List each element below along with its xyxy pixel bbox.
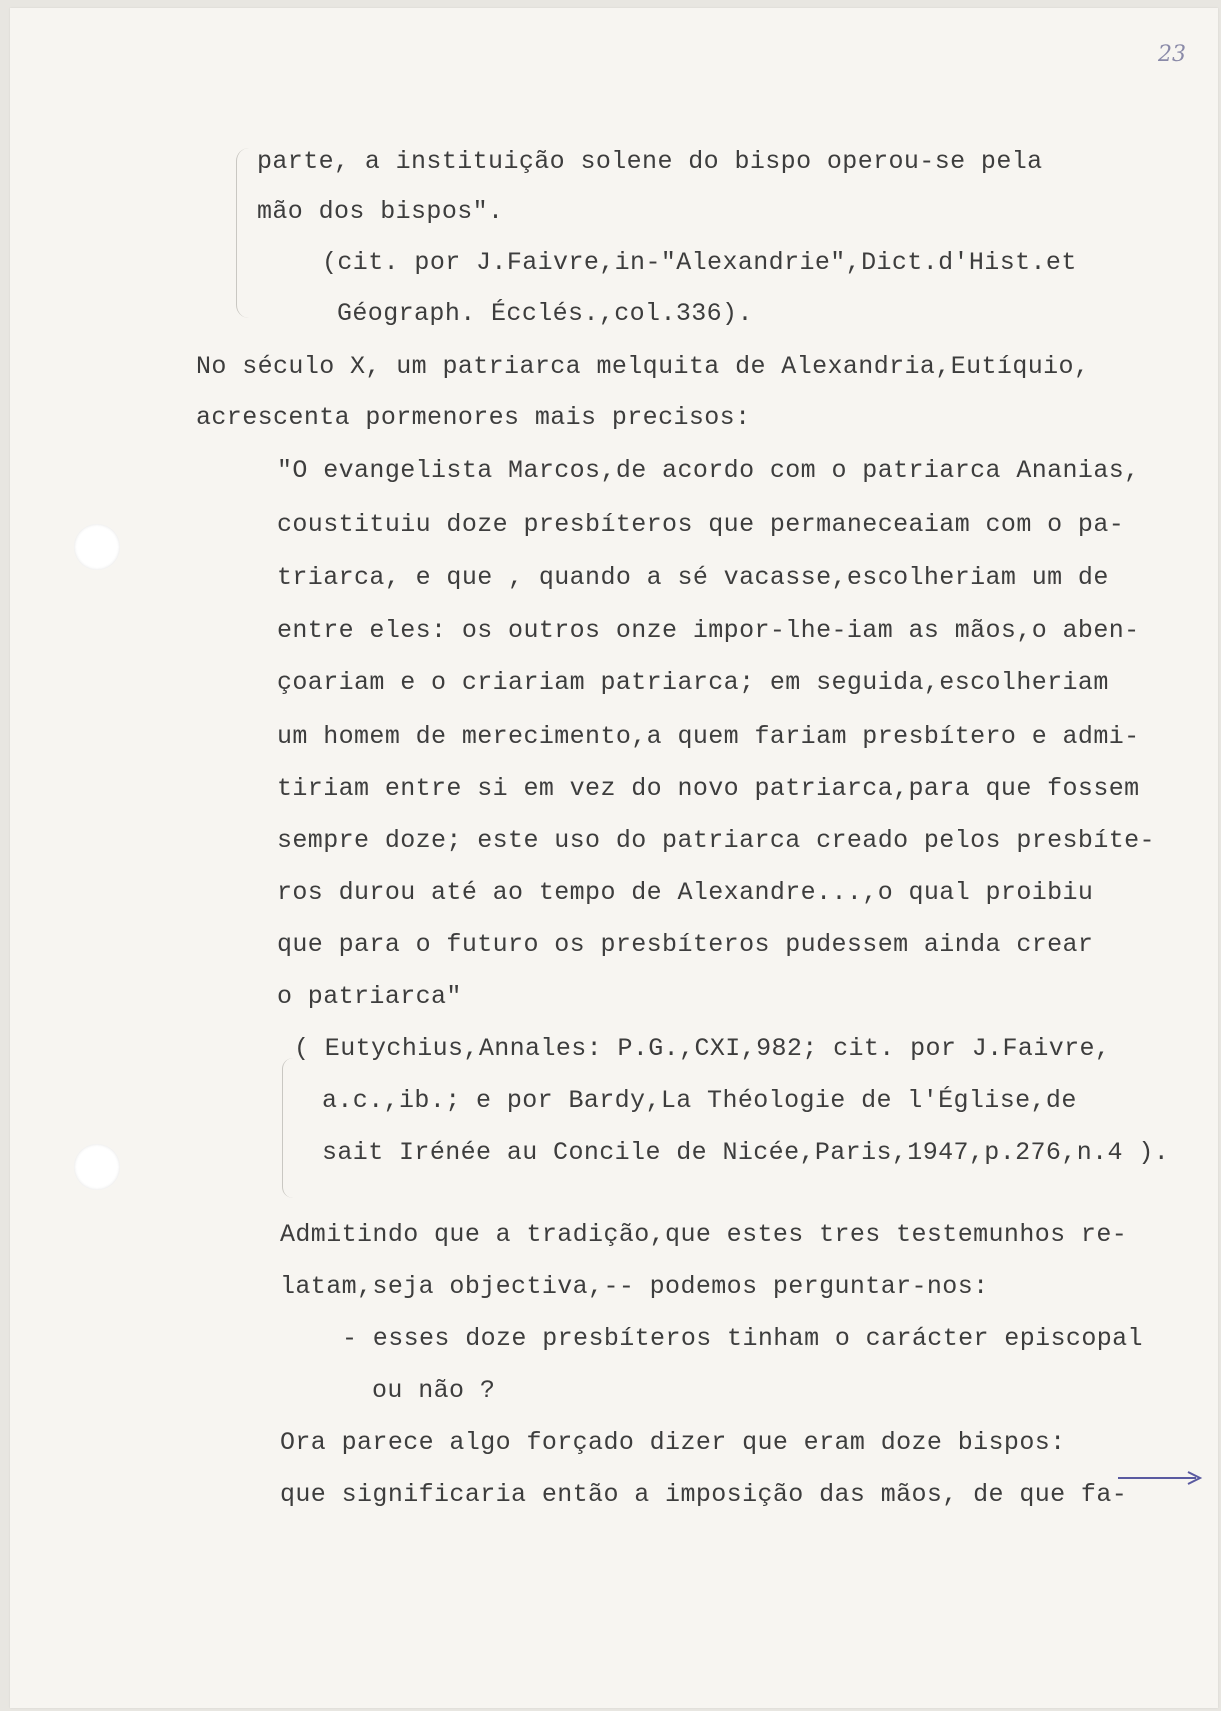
- quote-line: çoariam e o criariam patriarca; em seguida,escolheriam: [277, 668, 1109, 697]
- quote-line: o patriarca": [277, 982, 462, 1011]
- text-line: parte, a instituição solene do bispo operou-se pela: [257, 147, 1043, 176]
- citation-line: sait Irénée au Concile de Nicée,Paris,1947,p.276,n.4 ).: [322, 1138, 1170, 1167]
- quote-line: "O evangelista Marcos,de acordo com o patriarca Ananias,: [277, 456, 1140, 485]
- page-number: 23: [1158, 42, 1186, 67]
- citation-line: ( Eutychius,Annales: P.G.,CXI,982; cit. por J.Faivre,: [294, 1034, 1111, 1063]
- document-page: [10, 8, 1218, 1708]
- margin-bracket-mark: [282, 1058, 293, 1198]
- quote-line: que para o futuro os presbíteros pudessem ainda crear: [277, 930, 1094, 959]
- quote-line: tiriam entre si em vez do novo patriarca,para que fossem: [277, 774, 1140, 803]
- quote-line: triarca, e que , quando a sé vacasse,escolheriam um de: [277, 563, 1109, 592]
- quote-line: sempre doze; este uso do patriarca creado pelos presbíte-: [277, 826, 1155, 855]
- text-line: acrescenta pormenores mais precisos:: [196, 403, 751, 432]
- quote-line: um homem de merecimento,a quem fariam presbítero e admi-: [277, 722, 1140, 751]
- margin-bracket-mark: [236, 148, 249, 318]
- text-line: - esses doze presbíteros tinham o carácter episcopal: [342, 1324, 1143, 1353]
- citation-line: Géograph. Écclés.,col.336).: [337, 299, 753, 328]
- citation-line: (cit. por J.Faivre,in-"Alexandrie",Dict.d'Hist.et: [322, 248, 1077, 277]
- quote-line: coustituiu doze presbíteros que permaneceaiam com o pa-: [277, 510, 1125, 539]
- quote-line: ros durou até ao tempo de Alexandre...,o qual proibiu: [277, 878, 1094, 907]
- text-line: Admitindo que a tradição,que estes tres testemunhos re-: [280, 1220, 1128, 1249]
- text-line: ou não ?: [372, 1376, 496, 1405]
- punch-hole: [74, 1144, 120, 1190]
- text-line: latam,seja objectiva,-- podemos perguntar-nos:: [280, 1272, 989, 1301]
- margin-arrow-icon: [1116, 1468, 1206, 1488]
- text-line: Ora parece algo forçado dizer que eram doze bispos:: [280, 1428, 1066, 1457]
- citation-line: a.c.,ib.; e por Bardy,La Théologie de l'Église,de: [322, 1086, 1077, 1115]
- text-line: mão dos bispos".: [257, 197, 504, 226]
- text-line: No século X, um patriarca melquita de Alexandria,Eutíquio,: [196, 352, 1090, 381]
- quote-line: entre eles: os outros onze impor-lhe-iam as mãos,o aben-: [277, 616, 1140, 645]
- text-line: que significaria então a imposição das mãos, de que fa-: [280, 1480, 1128, 1509]
- punch-hole: [74, 524, 120, 570]
